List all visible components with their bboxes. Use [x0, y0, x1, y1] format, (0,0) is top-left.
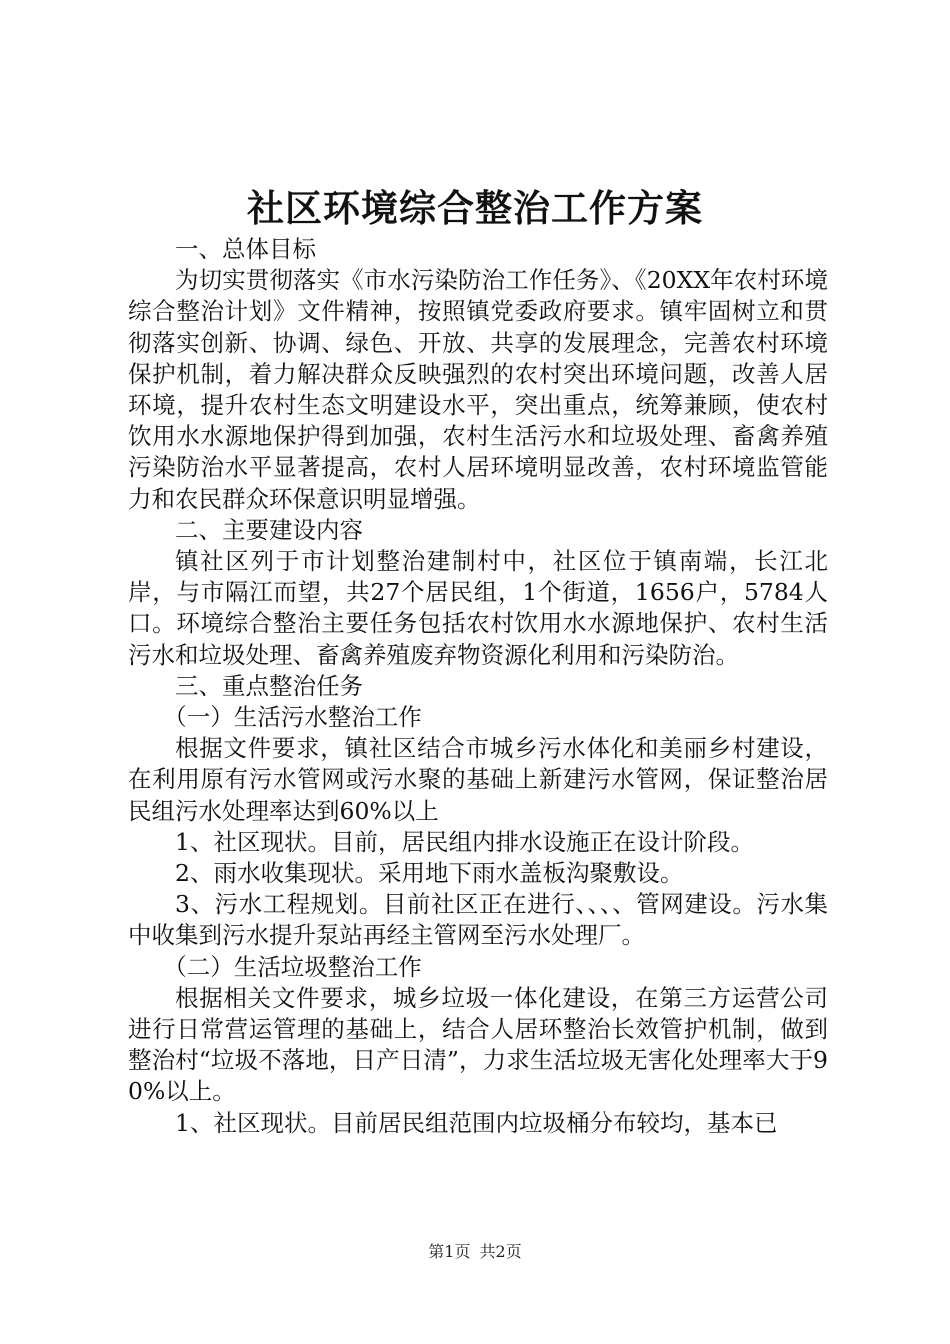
section-heading-1: 一、总体目标 — [175, 235, 316, 263]
list-item-sewage-3: 3、污水工程规划。目前社区正在进行、、、、管网建设。污水集中收集到污水提升泵站再经主管网至污水处理厂。 — [128, 890, 828, 950]
subsection-heading-garbage: （二）生活垃圾整治工作 — [163, 952, 422, 981]
paragraph-overall-goal: 为切实贯彻落实《市水污染防治工作任务》、《20XX年农村环境综合整治计划》文件精神，按照镇党委政府要求。镇牢固树立和贯彻落实创新、协调、绿色、开放、共享的发展理念，完善农村环境保护机制，着力解决群众反映强烈的农村突出环境问题，改善人居环境，提升农村生态文明建设水平，突出重点，统筹兼顾，使农村饮用水水源地保护得到加强，农村生活污水和垃圾处理、畜禽养殖污染防治水平显著提高，农村人居环境明显改善，农村环境监管能力和农民群众环保意识明显增强。 — [128, 266, 828, 513]
paragraph-main-content: 镇社区列于市计划整治建制村中，社区位于镇南端，长江北岸，与市隔江而望，共27个居民组，1个街道，1656户，5784人口。环境综合整治主要任务包括农村饮用水水源地保护、农村生活污水和垃圾处理、畜禽养殖废弃物资源化利用和污染防治。 — [128, 547, 828, 669]
page-title: 社区环境综合整治工作方案 — [247, 186, 703, 230]
section-heading-3: 三、重点整治任务 — [175, 671, 363, 700]
list-item-garbage-1: 1、社区现状。目前居民组范围内垃圾桶分布较均，基本已 — [175, 1108, 778, 1137]
page-total: 共2页 — [479, 1242, 522, 1261]
paragraph-sewage: 根据文件要求，镇社区结合市城乡污水体化和美丽乡村建设，在利用原有污水管网或污水聚的基础上新建污水管网，保证整治居民组污水处理率达到60%以上 — [128, 734, 828, 825]
page-number: 第1页 — [428, 1242, 471, 1261]
page-footer — [0, 1240, 950, 1264]
list-item-sewage-2: 2、雨水收集现状。采用地下雨水盖板沟聚敷设。 — [175, 859, 684, 888]
list-item-sewage-1: 1、社区现状。目前，居民组内排水设施正在设计阶段。 — [175, 827, 754, 856]
section-heading-2: 二、主要建设内容 — [175, 515, 363, 544]
document-body — [128, 234, 828, 1139]
paragraph-garbage: 根据相关文件要求，城乡垃圾一体化建设，在第三方运营公司进行日常营运管理的基础上，结合人居环整治长效管护机制，做到整治村“垃圾不落地，日产日清”，力求生活垃圾无害化处理率大于90%以上。 — [128, 983, 828, 1106]
subsection-heading-sewage: （一）生活污水整治工作 — [163, 703, 422, 732]
